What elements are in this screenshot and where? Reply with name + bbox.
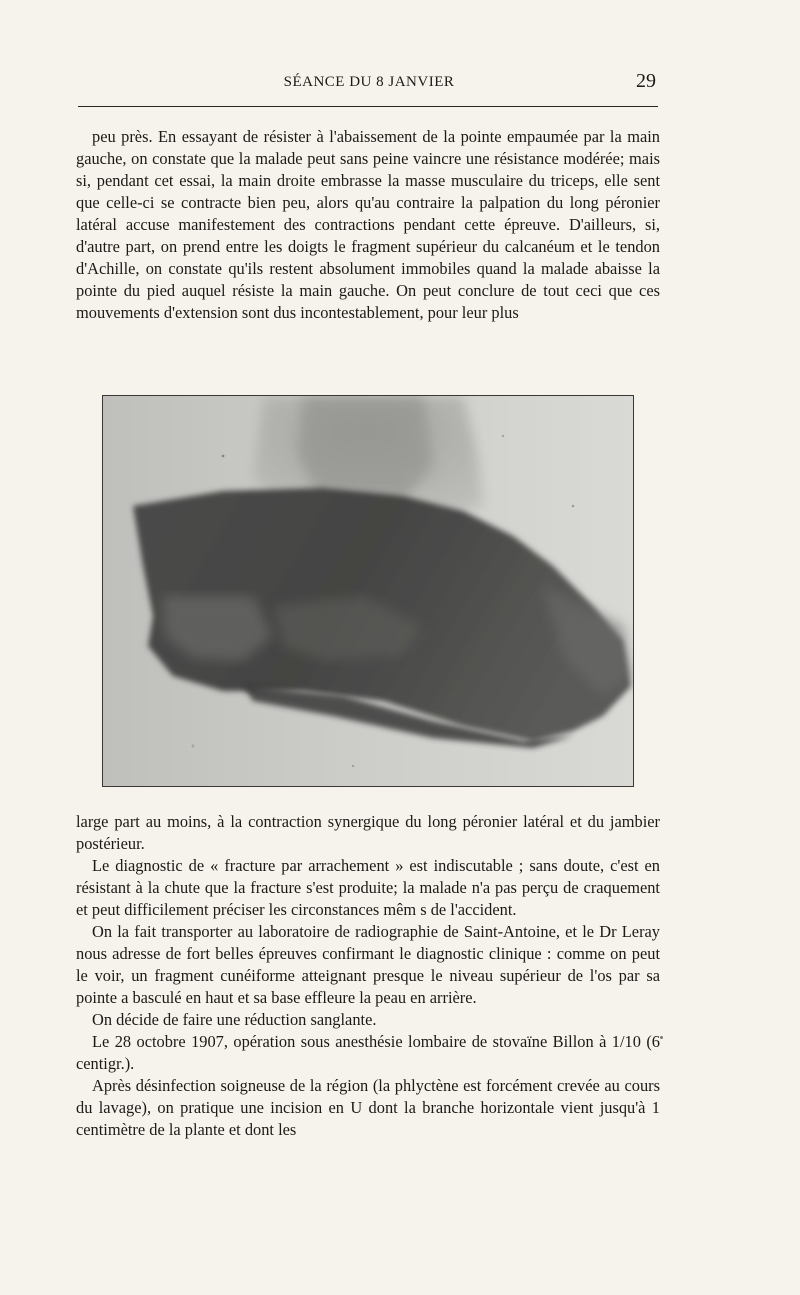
page-header bbox=[78, 68, 660, 96]
body-paragraph-diagnostic: Le diagnostic de « fracture par arrachement » est indiscutable ; sans doute, c'est en résistant à la chute que la fracture s'est produite; la malade n'a pas perçu de craquement et peut difficilement préciser les circonstances mêm s de l'accident. bbox=[76, 856, 660, 919]
body-paragraph-continuation: large part au moins, à la contraction synergique du long péronier latéral et du jambier postérieur. bbox=[76, 812, 660, 853]
body-paragraph-decision: On décide de faire une réduction sanglante. bbox=[92, 1010, 377, 1029]
foot-radiograph bbox=[102, 395, 634, 787]
running-title: SÉANCE DU 8 JANVIER bbox=[283, 74, 455, 90]
body-paragraph-top: peu près. En essayant de résister à l'abaissement de la pointe empaumée par la main gauche, on constate que la malade peut sans peine vaincre une résistance modérée; mais si, pendant cet essai, la main droite embrasse la masse musculaire du triceps, elle sent que celle-ci se contracte bien peu, alors qu'au contraire la palpation du long péronier latéral accuse manifestement des contractions pendant cette épreuve. D'ailleurs, si, d'autre part, on prend entre les doigts le fragment supérieur du calcanéum et le tendon d'Achille, on constate qu'ils restent absolument immobiles quand la malade abaisse la pointe du pied auquel résiste la main gauche. On peut conclure de tout ceci que ces mouvements d'extension sont dus incontestablement, pour leur plus bbox=[76, 127, 660, 322]
body-text-bottom bbox=[76, 811, 660, 1141]
print-speck bbox=[660, 1036, 663, 1039]
body-paragraph-incision: Après désinfection soigneuse de la région (la phlyctène est forcément crevée au cours du lavage), on pratique une incision en U dont la branche horizontale vient jusqu'à 1 centimètre de la plante et dont les bbox=[76, 1076, 660, 1139]
body-paragraph-radiography: On la fait transporter au laboratoire de radiographie de Saint-Antoine, et le Dr Leray nous adresse de fort belles épreuves confirmant le diagnostic clinique : comme on peut le voir, un fragment cunéiforme atteignant presque le niveau supérieur de l'os par sa pointe a basculé en haut et sa base effleure la peau en arrière. bbox=[76, 922, 660, 1007]
body-paragraph-operation: Le 28 octobre 1907, opération sous anesthésie lombaire de stovaïne Billon à 1/10 (6 centigr.). bbox=[76, 1032, 660, 1073]
radiograph-image bbox=[103, 396, 633, 786]
header-rule bbox=[78, 106, 658, 107]
page-number: 29 bbox=[636, 70, 656, 92]
